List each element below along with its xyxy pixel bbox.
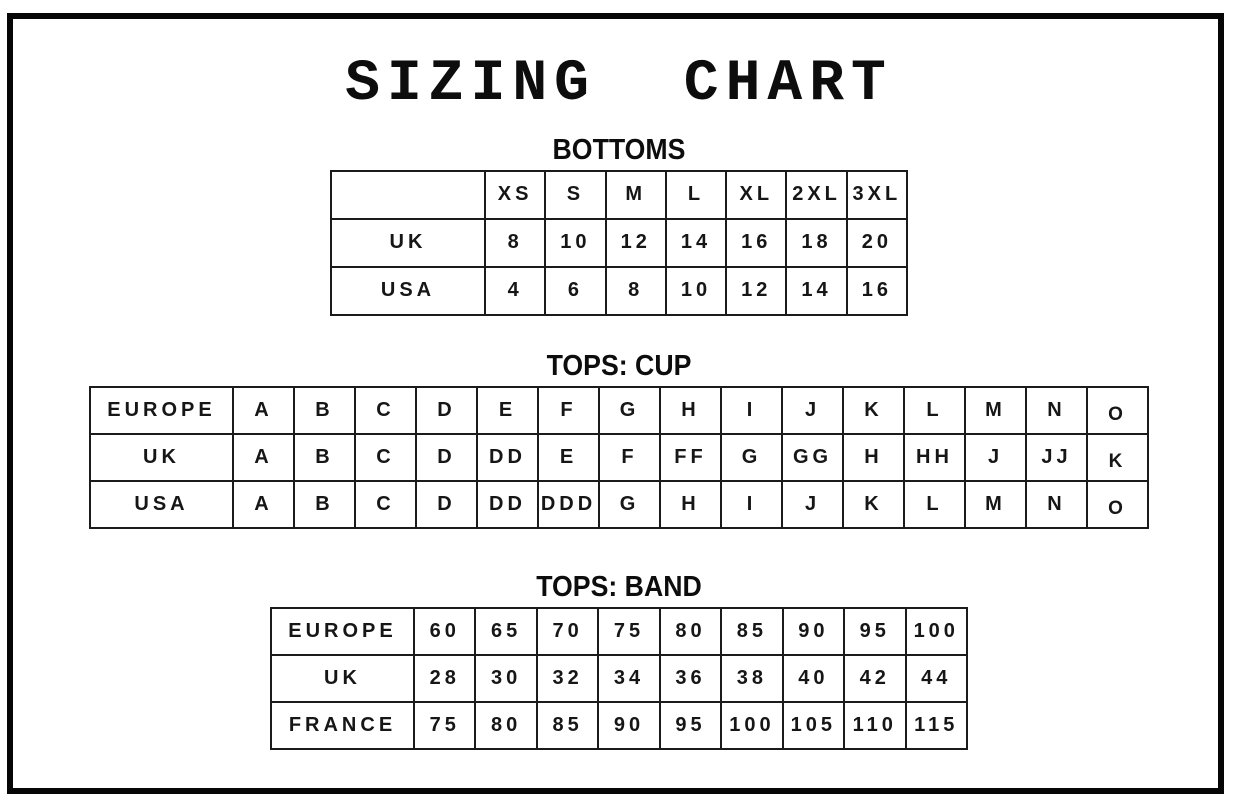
- size-value-cell: 8: [606, 267, 666, 315]
- size-value-cell: 95: [660, 702, 721, 749]
- size-value-cell: 75: [414, 702, 475, 749]
- size-value-cell: G: [599, 481, 660, 528]
- size-value-cell: 34: [598, 655, 659, 702]
- size-value-cell: J: [782, 481, 843, 528]
- empty-corner-cell: [331, 171, 485, 219]
- section-heading-bottoms: BOTTOMS: [552, 134, 686, 166]
- size-value-cell: 80: [475, 702, 536, 749]
- region-label-cell: UK: [271, 655, 414, 702]
- size-value-cell: I: [721, 481, 782, 528]
- section-heading-tops-band: TOPS: BAND: [536, 570, 702, 603]
- size-value-cell: G: [721, 434, 782, 481]
- size-value-cell: J: [965, 434, 1026, 481]
- section-bottoms: [0, 135, 1238, 316]
- size-value-cell: O: [1087, 387, 1148, 434]
- size-value-cell: D: [416, 387, 477, 434]
- size-value-cell: DD: [477, 481, 538, 528]
- size-header-cell: M: [606, 171, 666, 219]
- size-value-cell: K: [1087, 434, 1148, 481]
- size-value-cell: J: [782, 387, 843, 434]
- size-header-row: [331, 171, 907, 219]
- size-value-cell: C: [355, 387, 416, 434]
- region-label-cell: EUROPE: [271, 608, 414, 655]
- size-value-cell: 32: [537, 655, 598, 702]
- size-header-cell: L: [666, 171, 726, 219]
- size-header-cell: 3XL: [847, 171, 907, 219]
- size-header-cell: XS: [485, 171, 545, 219]
- size-value-cell: 38: [721, 655, 782, 702]
- size-value-cell: F: [599, 434, 660, 481]
- region-label-cell: UK: [90, 434, 233, 481]
- size-value-cell: 28: [414, 655, 475, 702]
- size-value-cell: 12: [606, 219, 666, 267]
- size-value-cell: 36: [660, 655, 721, 702]
- size-value-cell: 44: [906, 655, 968, 702]
- size-value-cell: E: [538, 434, 599, 481]
- region-label-cell: EUROPE: [90, 387, 233, 434]
- size-value-cell: 60: [414, 608, 475, 655]
- size-value-cell: K: [843, 481, 904, 528]
- size-value-cell: M: [965, 387, 1026, 434]
- size-value-cell: 16: [847, 267, 907, 315]
- size-value-cell: F: [538, 387, 599, 434]
- section-tops-band: [0, 572, 1238, 750]
- size-value-cell: 100: [721, 702, 782, 749]
- size-value-cell: FF: [660, 434, 721, 481]
- table-row: [331, 219, 907, 267]
- size-value-cell: D: [416, 481, 477, 528]
- size-value-cell: B: [294, 434, 355, 481]
- size-value-cell: L: [904, 387, 965, 434]
- size-value-cell: N: [1026, 481, 1087, 528]
- size-value-cell: K: [843, 387, 904, 434]
- size-value-cell: JJ: [1026, 434, 1087, 481]
- table-row: [271, 608, 967, 655]
- size-value-cell: 95: [844, 608, 905, 655]
- size-value-cell: 110: [844, 702, 905, 749]
- size-value-cell: 10: [666, 267, 726, 315]
- table-row: [90, 387, 1148, 434]
- tops-cup-size-table: [89, 386, 1149, 529]
- size-value-cell: 90: [598, 702, 659, 749]
- size-value-cell: GG: [782, 434, 843, 481]
- region-label-cell: USA: [90, 481, 233, 528]
- size-value-cell: 14: [666, 219, 726, 267]
- size-value-cell: O: [1087, 481, 1148, 528]
- size-value-cell: B: [294, 481, 355, 528]
- size-value-cell: 100: [906, 608, 968, 655]
- page-title: SIZING CHART: [345, 52, 893, 117]
- section-heading-tops-cup: TOPS: CUP: [546, 349, 692, 382]
- size-value-cell: B: [294, 387, 355, 434]
- size-value-cell: D: [416, 434, 477, 481]
- table-row: [90, 434, 1148, 481]
- size-value-cell: 105: [783, 702, 844, 749]
- size-value-cell: 4: [485, 267, 545, 315]
- size-value-cell: 16: [726, 219, 786, 267]
- bottoms-size-table: [330, 170, 908, 316]
- size-value-cell: DD: [477, 434, 538, 481]
- tops-band-size-table: [270, 607, 968, 750]
- size-header-cell: XL: [726, 171, 786, 219]
- size-value-cell: 6: [545, 267, 605, 315]
- size-value-cell: 8: [485, 219, 545, 267]
- size-value-cell: 90: [783, 608, 844, 655]
- size-value-cell: C: [355, 434, 416, 481]
- size-value-cell: C: [355, 481, 416, 528]
- region-label-cell: FRANCE: [271, 702, 414, 749]
- size-value-cell: 42: [844, 655, 905, 702]
- size-value-cell: H: [843, 434, 904, 481]
- size-value-cell: I: [721, 387, 782, 434]
- section-tops-cup: [0, 351, 1238, 529]
- table-row: [331, 267, 907, 315]
- size-value-cell: H: [660, 481, 721, 528]
- size-value-cell: 70: [537, 608, 598, 655]
- table-row: [271, 655, 967, 702]
- size-header-cell: 2XL: [786, 171, 846, 219]
- size-value-cell: 20: [847, 219, 907, 267]
- size-value-cell: 115: [906, 702, 968, 749]
- size-value-cell: 14: [786, 267, 846, 315]
- size-value-cell: G: [599, 387, 660, 434]
- size-value-cell: 85: [537, 702, 598, 749]
- size-value-cell: 30: [475, 655, 536, 702]
- size-value-cell: H: [660, 387, 721, 434]
- size-value-cell: HH: [904, 434, 965, 481]
- size-value-cell: E: [477, 387, 538, 434]
- size-header-cell: S: [545, 171, 605, 219]
- size-value-cell: DDD: [538, 481, 599, 528]
- size-value-cell: L: [904, 481, 965, 528]
- size-value-cell: 10: [545, 219, 605, 267]
- size-value-cell: A: [233, 434, 294, 481]
- size-value-cell: 18: [786, 219, 846, 267]
- size-value-cell: 12: [726, 267, 786, 315]
- size-value-cell: 65: [475, 608, 536, 655]
- size-value-cell: 80: [660, 608, 721, 655]
- size-value-cell: 75: [598, 608, 659, 655]
- size-value-cell: N: [1026, 387, 1087, 434]
- region-label-cell: USA: [331, 267, 485, 315]
- table-row: [271, 702, 967, 749]
- size-value-cell: A: [233, 387, 294, 434]
- region-label-cell: UK: [331, 219, 485, 267]
- size-value-cell: 85: [721, 608, 782, 655]
- size-value-cell: 40: [783, 655, 844, 702]
- table-row: [90, 481, 1148, 528]
- size-value-cell: M: [965, 481, 1026, 528]
- size-value-cell: A: [233, 481, 294, 528]
